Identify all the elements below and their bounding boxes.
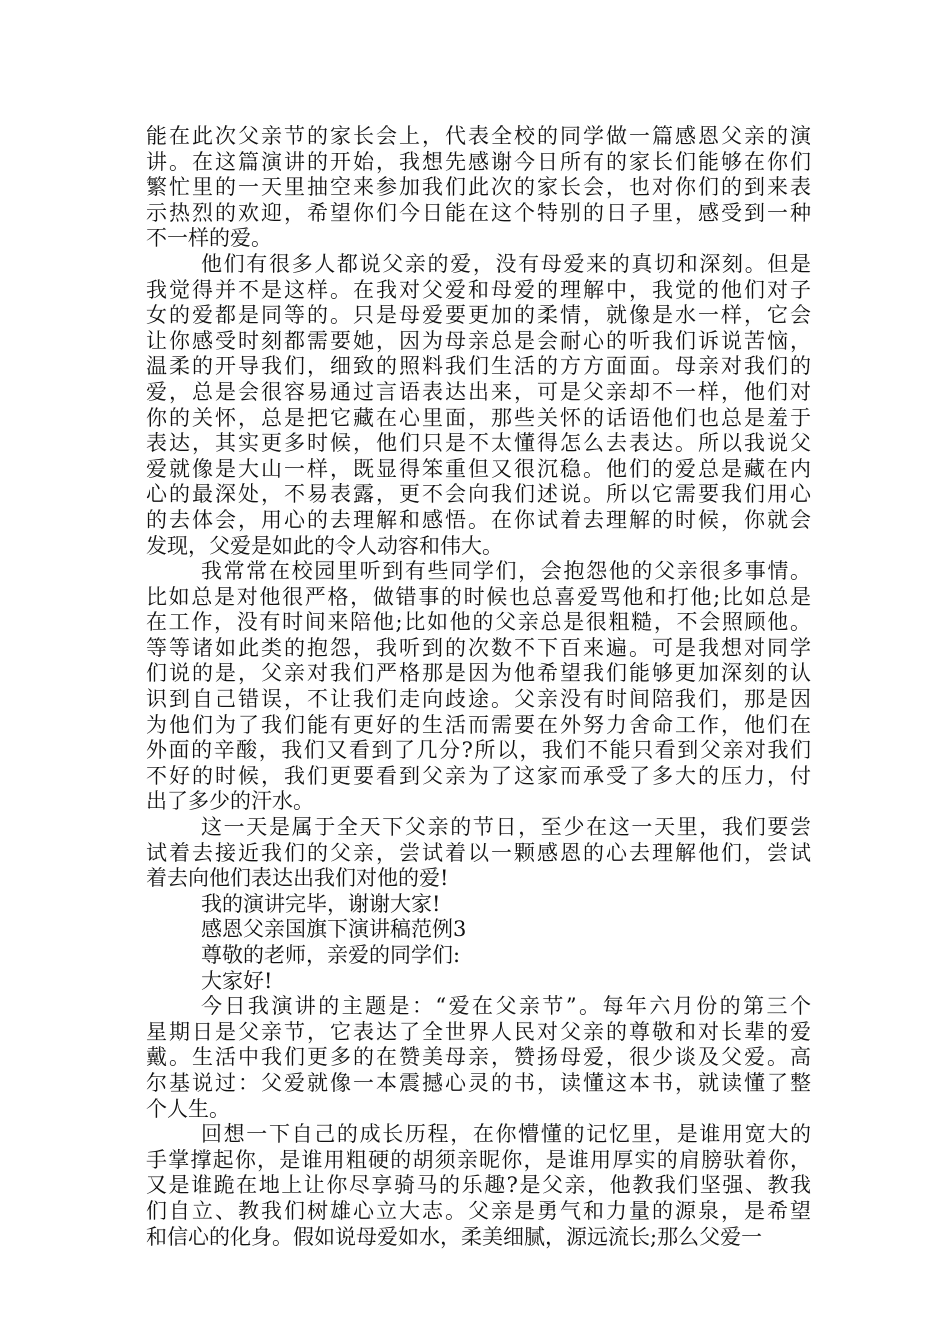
text-line: 的去体会，用心的去理解和感悟。在你试着去理解的时候，你就会 [146, 507, 811, 532]
text-line: 繁忙里的一天里抽空来参加我们此次的家长会，也对你们的到来表 [146, 175, 811, 200]
text-line: 着去向他们表达出我们对他的爱! [146, 866, 449, 891]
text-line: 发现，父爱是如此的令人动容和伟大。 [146, 533, 503, 558]
text-line: 能在此次父亲节的家长会上，代表全校的同学做一篇感恩父亲的演 [146, 124, 811, 148]
paragraph [146, 252, 811, 559]
text-line: 不好的时候，我们更要看到父亲为了这家而承受了多大的压力，付 [146, 763, 811, 788]
text-line: 星期日是父亲节，它表达了全世界人民对父亲的尊敬和对长辈的爱 [146, 1019, 811, 1044]
paragraph [146, 994, 811, 1122]
text-line: 戴。生活中我们更多的在赞美母亲，赞扬母爱，很少谈及父爱。高 [146, 1045, 811, 1070]
text-line: 比如总是对他很严格，做错事的时候也总喜爱骂他和打他;比如总是 [146, 584, 811, 609]
text-line: 女的爱都是同等的。只是母爱要更加的柔情，就像是水一样，它会 [146, 303, 811, 328]
text-line: 们说的是，父亲对我们严格那是因为他希望我们能够更加深刻的认 [146, 661, 811, 686]
text-line: 又是谁跪在地上让你尽享骑马的乐趣?是父亲，他教我们坚强、教我 [146, 1173, 811, 1198]
text-line: 我觉得并不是这样。在我对父爱和母爱的理解中，我觉的他们对子 [146, 277, 811, 302]
text-line: 感恩父亲国旗下演讲稿范例3 [201, 917, 467, 942]
text-line: 和信心的化身。假如说母爱如水，柔美细腻，源远流长;那么父爱一 [146, 1224, 763, 1249]
text-line: 外面的辛酸，我们又看到了几分?所以，我们不能只看到父亲对我们 [146, 738, 811, 763]
text-line: 尊敬的老师，亲爱的同学们: [201, 943, 461, 967]
text-line: 出了多少的汗水。 [146, 789, 314, 814]
text-line: 不一样的爱。 [146, 226, 272, 251]
text-line: 表达，其实更多时候，他们只是不太懂得怎么去表达。所以我说父 [146, 431, 811, 456]
text-line: 识到自己错误，不让我们走向歧途。父亲没有时间陪我们，那是因 [146, 687, 811, 712]
text-line: 讲。在这篇演讲的开始，我想先感谢今日所有的家长们能够在你们 [146, 149, 811, 174]
text-line: 这一天是属于全天下父亲的节日，至少在这一天里，我们要尝 [201, 815, 811, 840]
text-line: 回想一下自己的成长历程，在你懵懂的记忆里，是谁用宽大的 [201, 1122, 811, 1147]
paragraph [146, 917, 811, 943]
text-line: 们自立、教我们树雄心立大志。父亲是勇气和力量的源泉，是希望 [146, 1198, 811, 1223]
text-line: 今日我演讲的主题是：“爱在父亲节”。每年六月份的第三个 [201, 994, 811, 1019]
text-line: 让你感受时刻都需要她，因为母亲总是会耐心的听我们诉说苦恼， [146, 328, 811, 353]
text-line: 等等诸如此类的抱怨，我听到的次数不下百来遍。可是我想对同学 [146, 635, 811, 660]
document-body [146, 124, 811, 1250]
text-line: 个人生。 [146, 1096, 230, 1121]
text-line: 爱就像是大山一样，既显得笨重但又很沉稳。他们的爱总是藏在内 [146, 456, 811, 481]
text-line: 心的最深处，不易表露，更不会向我们述说。所以它需要我们用心 [146, 482, 811, 507]
paragraph [146, 559, 811, 815]
paragraph [146, 1122, 811, 1250]
text-line: 尔基说过：父爱就像一本震撼心灵的书，读懂这本书，就读懂了整 [146, 1070, 811, 1095]
text-line: 爱，总是会很容易通过言语表达出来，可是父亲却不一样，他们对 [146, 379, 811, 404]
paragraph [146, 892, 811, 918]
text-line: 手掌撑起你，是谁用粗硬的胡须亲昵你，是谁用厚实的肩膀驮着你， [146, 1147, 811, 1172]
text-line: 温柔的开导我们，细致的照料我们生活的方方面面。母亲对我们的 [146, 354, 811, 379]
text-line: 大家好! [201, 968, 273, 993]
text-line: 你的关怀，总是把它藏在心里面，那些关怀的话语他们也总是羞于 [146, 405, 811, 430]
paragraph [146, 815, 811, 892]
paragraph [146, 943, 811, 969]
paragraph [146, 124, 811, 252]
paragraph [146, 969, 811, 995]
text-line: 试着去接近我们的父亲，尝试着以一颗感恩的心去理解他们，尝试 [146, 840, 811, 865]
text-line: 为他们为了我们能有更好的生活而需要在外努力舍命工作，他们在 [146, 712, 811, 737]
text-line: 他们有很多人都说父亲的爱，没有母爱来的真切和深刻。但是 [201, 251, 811, 276]
text-line: 在工作，没有时间来陪他;比如他的父亲总是很粗糙，不会照顾他。 [146, 610, 811, 635]
text-line: 我常常在校园里听到有些同学们，会抱怨他的父亲很多事情。 [201, 559, 811, 584]
text-line: 示热烈的欢迎，希望你们今日能在这个特别的日子里，感受到一种 [146, 200, 811, 225]
text-line: 我的演讲完毕，谢谢大家! [201, 891, 441, 916]
